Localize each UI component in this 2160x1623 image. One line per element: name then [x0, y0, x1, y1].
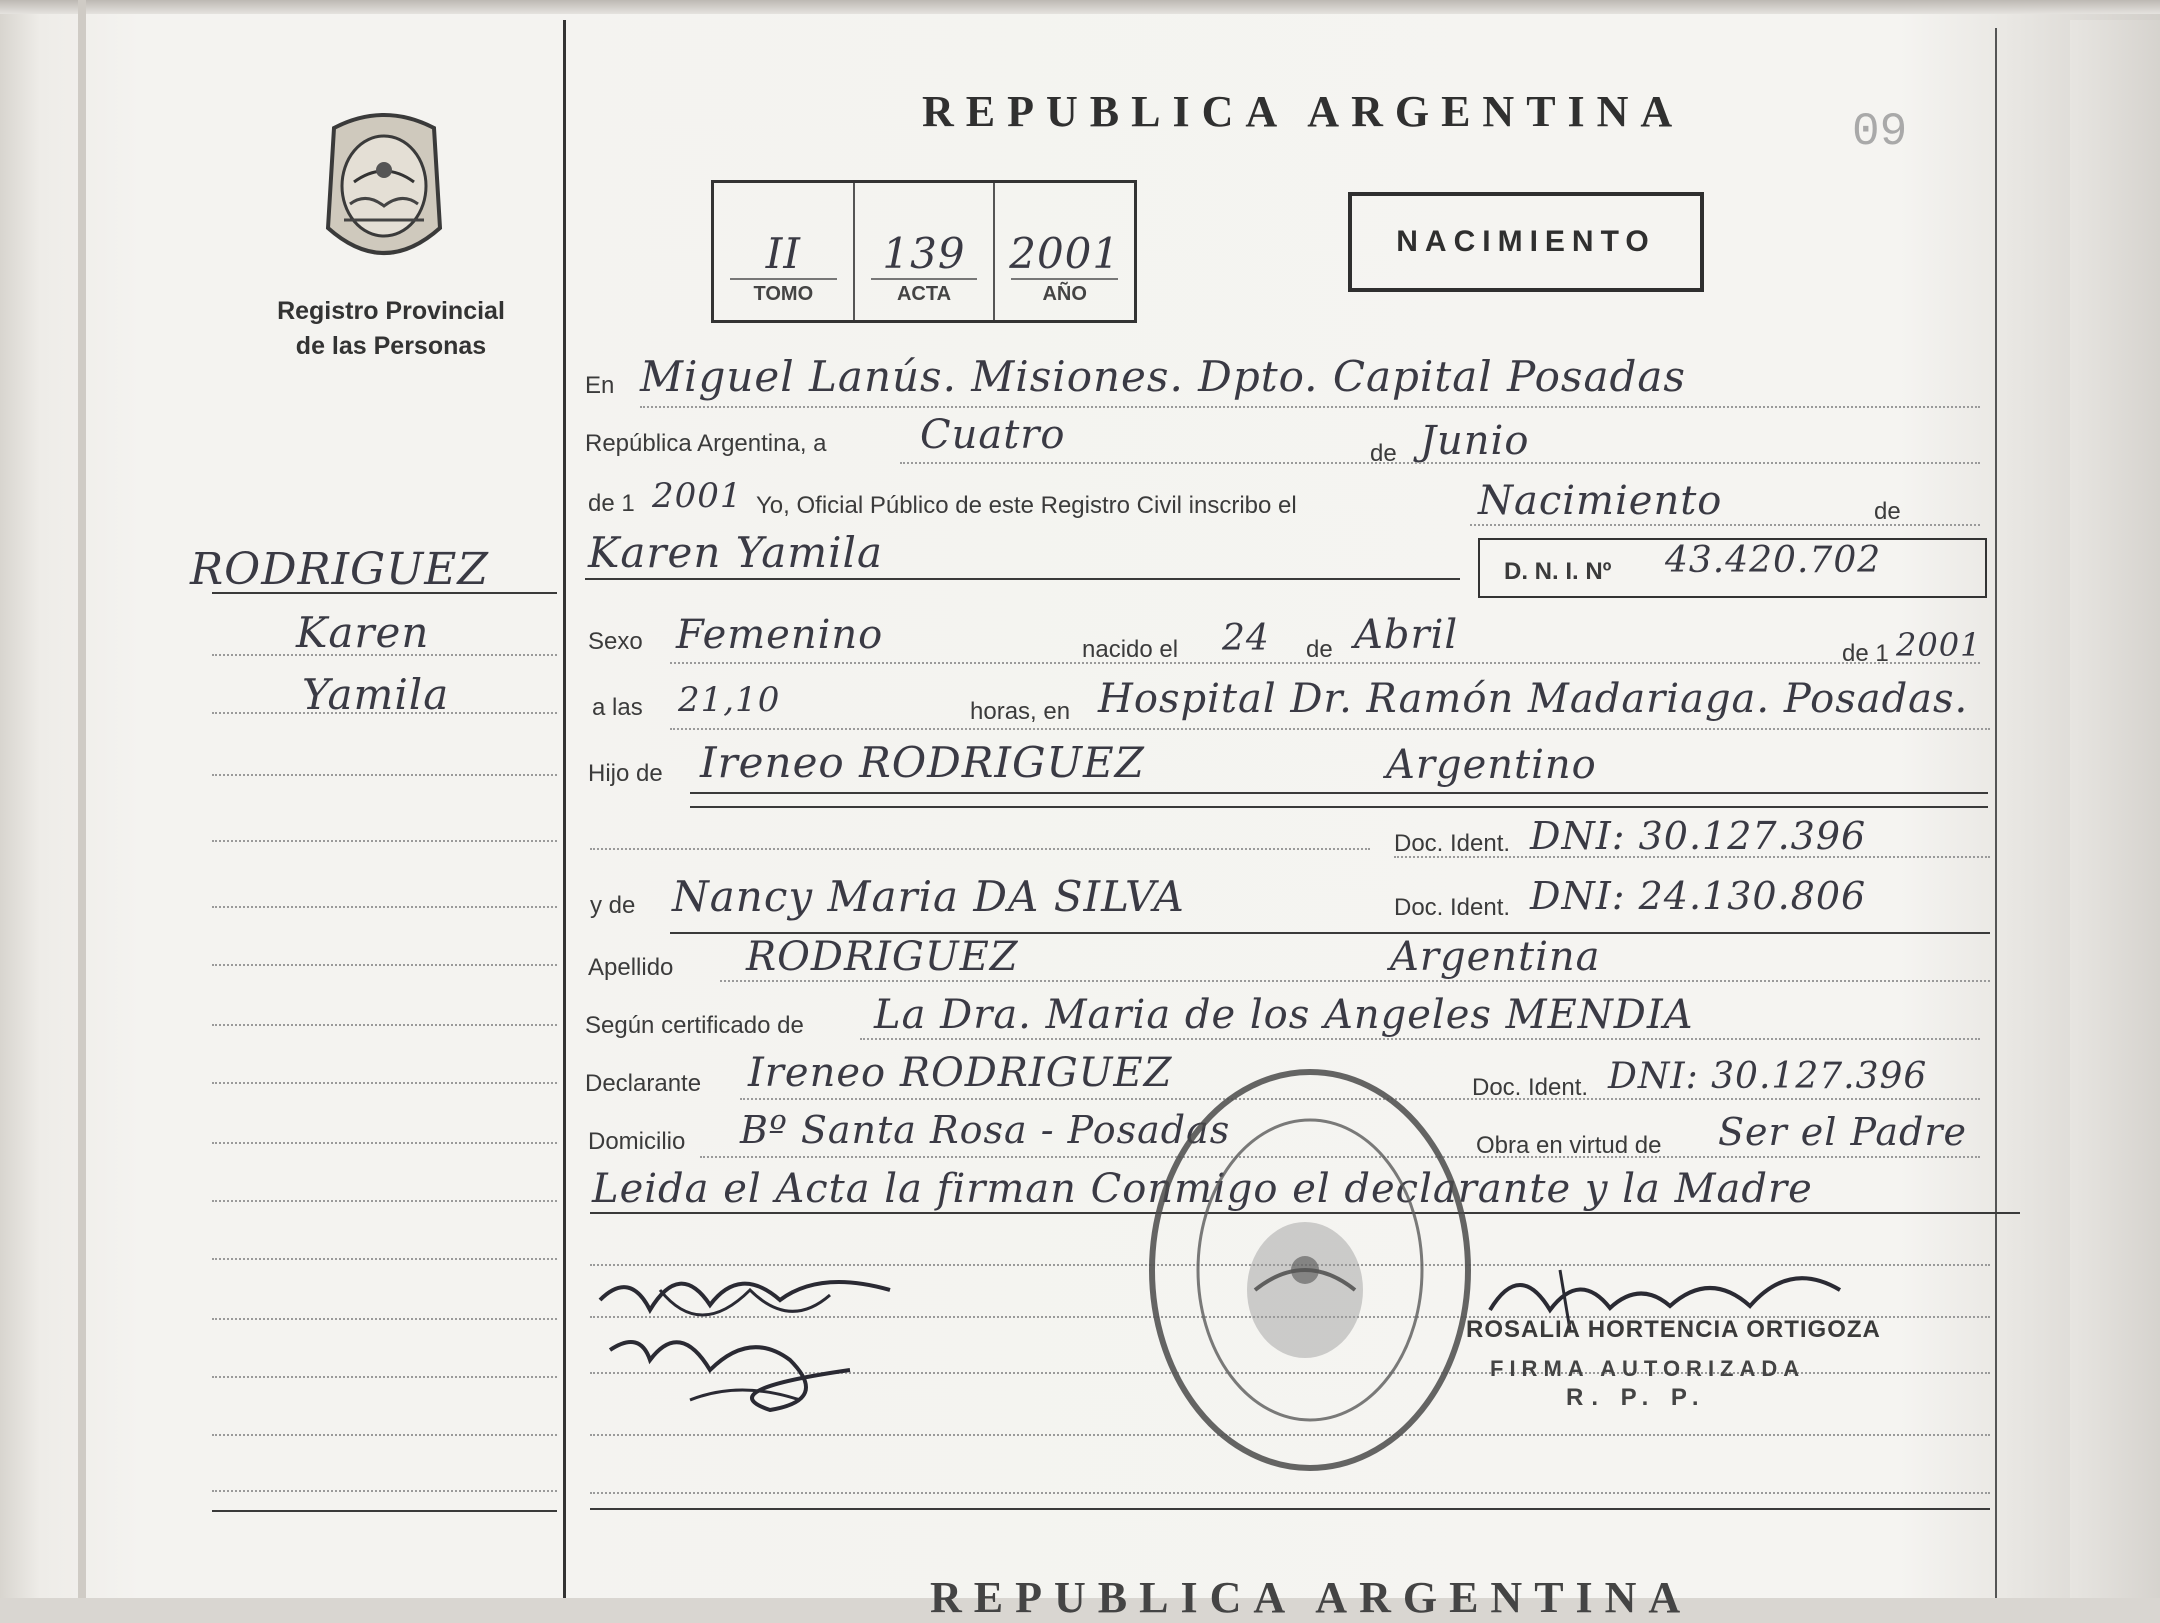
- yo-label: Yo, Oficial Público de este Registro Civil inscribo el: [756, 492, 1297, 519]
- inscribo-value: Nacimiento: [1478, 478, 1723, 524]
- margin-name1: Karen: [296, 608, 430, 657]
- signatory-title: FIRMA AUTORIZADA: [1490, 1356, 1806, 1381]
- margin-dotline: [212, 1082, 557, 1084]
- padre-doc-dotline: [1394, 856, 1990, 858]
- alas-label: a las: [592, 694, 643, 721]
- margin-dotline: [212, 654, 557, 656]
- nacido-label: nacido el: [1082, 636, 1179, 663]
- apellido-nacionalidad: Argentina: [1390, 934, 1601, 980]
- acta-rule: [871, 278, 978, 280]
- margin-dotline: [212, 840, 557, 842]
- en-dotline: [640, 406, 1980, 408]
- margin-bottom-rule: [212, 1510, 557, 1512]
- republica-label: República Argentina, a: [585, 430, 827, 457]
- obra-label: Obra en virtud de: [1476, 1132, 1662, 1159]
- blank-dotline: [590, 1492, 1990, 1494]
- record-box: [711, 180, 1137, 323]
- margin-dotline: [212, 1376, 557, 1378]
- registry-title-line2: de las Personas: [295, 332, 487, 360]
- misiones-emblem-icon: [314, 108, 454, 266]
- en-label: En: [585, 372, 615, 399]
- obra-value: Ser el Padre: [1718, 1110, 1967, 1154]
- madre-value: Nancy Maria DA SILVA: [672, 872, 1185, 921]
- madre-doc-label: Doc. Ident.: [1394, 894, 1511, 921]
- fecha-dotline: [900, 462, 1980, 464]
- domicilio-value: Bº Santa Rosa - Posadas: [740, 1108, 1231, 1152]
- acta-value: 139: [882, 229, 966, 278]
- country-title: REPUBLICA ARGENTINA: [922, 87, 1685, 136]
- tomo-rule: [730, 278, 837, 280]
- declarante-value: Ireneo RODRIGUEZ: [748, 1050, 1173, 1096]
- certificado-dotline: [860, 1038, 1980, 1040]
- padre-doc-label: Doc. Ident.: [1394, 830, 1511, 857]
- hijo-rule-2: [690, 806, 1988, 808]
- sexo-value: Femenino: [676, 612, 884, 658]
- margin-dotline: [212, 774, 557, 776]
- ano-label: AÑO: [1042, 283, 1087, 305]
- ano-rule: [1011, 278, 1118, 280]
- margin-dotline: [212, 1024, 557, 1026]
- handwritten-signatures-icon: [590, 1250, 910, 1420]
- en-value: Miguel Lanús. Misiones. Dpto. Capital Posadas: [640, 352, 1686, 401]
- form-bottom-rule: [590, 1508, 1990, 1510]
- declarante-doc-label: Doc. Ident.: [1472, 1074, 1589, 1101]
- name-value: Karen Yamila: [588, 528, 883, 577]
- de3-label: de: [1306, 636, 1333, 663]
- lugar-dotline: [670, 728, 1990, 730]
- margin-dotline: [212, 1258, 557, 1260]
- hijo-label: Hijo de: [588, 760, 663, 787]
- signatory-name: ROSALIA HORTENCIA ORTIGOZA: [1466, 1316, 1881, 1343]
- page-number: 09: [1852, 106, 1908, 158]
- apellido-value: RODRIGUEZ: [746, 934, 1019, 980]
- madre-doc-value: DNI: 24.130.806: [1530, 874, 1867, 918]
- horas-label: horas, en: [970, 698, 1071, 725]
- margin-dotline: [212, 1490, 557, 1492]
- tomo-label: TOMO: [753, 283, 814, 305]
- padre-doc-value: DNI: 30.127.396: [1530, 814, 1867, 858]
- next-page-country-title: REPUBLICA ARGENTINA: [930, 1573, 1693, 1622]
- month-value: Junio: [1420, 418, 1530, 464]
- padre-nacionalidad: Argentino: [1386, 742, 1597, 788]
- yde-label: y de: [590, 892, 636, 919]
- sexo-label: Sexo: [588, 628, 643, 655]
- declarante-label: Declarante: [585, 1070, 702, 1097]
- hijo-rule: [690, 792, 1988, 794]
- registry-title-line1: Registro Provincial: [277, 297, 505, 325]
- margin-name2: Yamila: [302, 670, 450, 719]
- apellido-dotline: [720, 980, 1990, 982]
- name-rule: [585, 578, 1460, 580]
- margin-dotline: [212, 1200, 557, 1202]
- padre-dotline: [590, 848, 1370, 850]
- left-column-rule: [563, 20, 566, 1598]
- leida-value: Leida el Acta la firman Conmigo el declarante y la Madre: [592, 1166, 1813, 1212]
- tomo-cell: [714, 183, 855, 320]
- official-seal-stamp-icon: [1140, 1060, 1480, 1490]
- segun-label: Según certificado de: [585, 1012, 804, 1039]
- ano-value: 2001: [1009, 229, 1121, 278]
- registry-title: [256, 294, 526, 364]
- acta-label: ACTA: [896, 283, 952, 305]
- lugar-value: Hospital Dr. Ramón Madariaga. Posadas.: [1098, 676, 1969, 722]
- de-year-label: de 1: [588, 490, 635, 517]
- acta-cell: [855, 183, 996, 320]
- binder-margin: [78, 0, 86, 1598]
- de2-label: de: [1874, 498, 1901, 525]
- margin-dotline: [212, 964, 557, 966]
- domicilio-label: Domicilio: [588, 1128, 686, 1155]
- margin-dotline: [212, 906, 557, 908]
- nacido-year: 2001: [1896, 626, 1982, 664]
- margin-dotline: [212, 1318, 557, 1320]
- tomo-value: II: [765, 229, 801, 278]
- de-label: de: [1370, 440, 1397, 467]
- signatory-org: R. P. P.: [1566, 1384, 1707, 1411]
- de-year2-label: de 1: [1842, 640, 1889, 667]
- act-type-box: NACIMIENTO: [1348, 192, 1704, 292]
- padre-value: Ireneo RODRIGUEZ: [700, 738, 1145, 787]
- dni-value: 43.420.702: [1665, 540, 1882, 581]
- margin-dotline: [212, 1142, 557, 1144]
- hora-value: 21,10: [678, 680, 781, 720]
- margin-dotline: [212, 1434, 557, 1436]
- declarante-doc-value: DNI: 30.127.396: [1608, 1056, 1928, 1097]
- page-top-shadow: [0, 0, 2160, 14]
- nacido-month: Abril: [1354, 612, 1459, 658]
- page-right-edge: [2070, 20, 2160, 1598]
- sexo-dotline: [670, 662, 1980, 664]
- margin-dotline: [212, 712, 557, 714]
- nacido-day: 24: [1222, 618, 1270, 659]
- year-value: 2001: [652, 476, 743, 516]
- certificado-value: La Dra. Maria de los Angeles MENDIA: [874, 992, 1694, 1038]
- apellido-label: Apellido: [588, 954, 674, 981]
- right-column-rule: [1995, 28, 1997, 1598]
- ano-cell: [995, 183, 1134, 320]
- dni-label: D. N. I. Nº: [1504, 558, 1612, 585]
- margin-surname: RODRIGUEZ: [190, 544, 489, 595]
- inscribo-dotline: [1470, 524, 1980, 526]
- margin-surname-rule: [212, 592, 557, 594]
- day-value: Cuatro: [920, 412, 1066, 458]
